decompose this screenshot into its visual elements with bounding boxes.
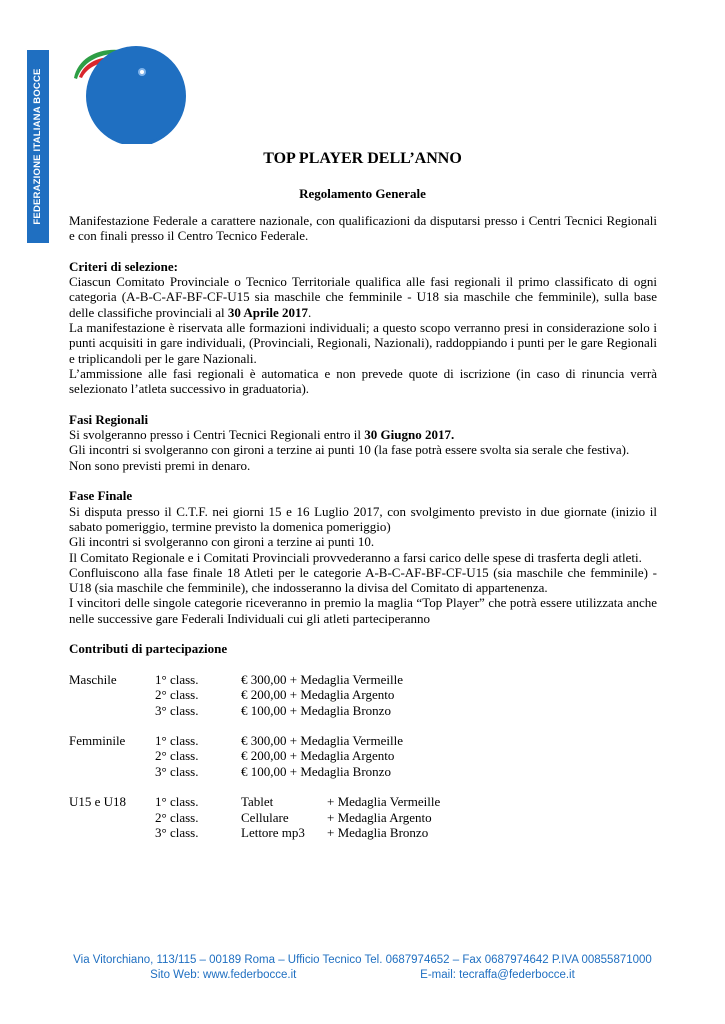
item-cell: Cellulare: [241, 809, 289, 825]
table-row: [69, 825, 440, 840]
category-label: Femminile: [69, 733, 126, 749]
table-row: [69, 687, 403, 702]
fase-finale-paragraph-2: Gli incontri si svolgeranno con gironi a terzine ai punti 10.: [69, 534, 375, 550]
class-cell: 3° class.: [155, 763, 199, 779]
fasi-regionali-paragraph-2: Gli incontri si svolgeranno con gironi a terzine ai punti 10 (la fase potrà essere svolta sia serale che festiva).: [69, 442, 630, 458]
federation-sidebar-banner: [27, 50, 49, 243]
fase-finale-paragraph-5: I vincitori delle singole categorie riceveranno in premio la maglia “Top Player” che potrà essere utilizzata anche nelle successive gare Federali Individuali cui gli atleti parteciperanno: [69, 595, 657, 626]
medal-cell: + Medaglia Argento: [327, 809, 432, 825]
prize-cell: € 100,00 + Medaglia Bronzo: [241, 702, 391, 718]
document-body: [69, 213, 657, 840]
prize-table-femminile: [69, 733, 403, 779]
footer-address: Via Vitorchiano, 113/115 – 00189 Roma – Ufficio Tecnico Tel. 0687974652 – Fax 0687974642 P.IVA 00855871000: [73, 954, 652, 966]
class-cell: 2° class.: [155, 687, 199, 703]
criteri-paragraph-2: La manifestazione è riservata alle formazioni individuali; a questo scopo verranno presi in considerazione solo i punti acquisiti in gare individuali, (Provinciali, Regionali, Nazionali), raddoppiando i punti per le gare Regionali e triplicandoli per le gare Nazionali.: [69, 320, 657, 366]
item-cell: Tablet: [241, 794, 274, 810]
prize-cell: € 100,00 + Medaglia Bronzo: [241, 763, 391, 779]
fasi-regionali-paragraph-3: Non sono previsti premi in denaro.: [69, 457, 251, 473]
prize-cell: € 200,00 + Medaglia Argento: [241, 687, 395, 703]
fase-finale-paragraph-1: Si disputa presso il C.T.F. nei giorni 15 e 16 Luglio 2017, con svolgimento previsto in due giornate (inizio il sabato pomeriggio, termine previsto la domenica pomeriggio): [69, 503, 657, 534]
table-row: [69, 764, 403, 779]
page-subtitle: Regolamento Generale: [299, 186, 426, 201]
page-footer: [0, 953, 725, 983]
intro-paragraph: Manifestazione Federale a carattere nazionale, con qualificazioni da disputarsi presso i Centri Tecnici Regionali e con finali presso il Centro Tecnico Federale.: [69, 213, 657, 244]
table-row: [69, 703, 403, 718]
criteri-paragraph-1: Ciascun Comitato Provinciale o Tecnico Territoriale qualifica alle fasi regionali il primo classificato di ogni categoria (A-B-C-AF-BF-CF-U15 sia maschile che femminile - U18 sia maschile che femminile), sulla base delle classifiche provinciali al 30 Aprile 2017.: [69, 274, 657, 320]
class-cell: 2° class.: [155, 809, 199, 825]
table-row: [69, 810, 440, 825]
table-row: [69, 748, 403, 763]
class-cell: 3° class.: [155, 824, 199, 840]
footer-contacts: [0, 968, 725, 983]
medal-cell: + Medaglia Vermeille: [327, 794, 441, 810]
federation-logo-icon: [68, 44, 188, 144]
table-row: [69, 794, 440, 809]
class-cell: 1° class.: [155, 733, 199, 749]
table-row: [69, 733, 403, 748]
class-cell: 2° class.: [155, 748, 199, 764]
federation-name: FEDERAZIONE ITALIANA BOCCE: [32, 68, 43, 225]
fase-finale-paragraph-4: Confluiscono alla fase finale 18 Atleti per le categorie A-B-C-AF-BF-CF-U15 (sia maschile che femminile) - U18 (sia maschile che femminile), che indosseranno la divisa del Comitato di appartenenza.: [69, 564, 657, 596]
table-row: [69, 672, 403, 687]
footer-website-link[interactable]: Sito Web: www.federbocce.it: [150, 969, 297, 981]
prize-cell: € 200,00 + Medaglia Argento: [241, 748, 395, 764]
fasi-regionali-heading: Fasi Regionali: [69, 411, 149, 427]
medal-cell: + Medaglia Bronzo: [327, 824, 429, 840]
prize-table-u15-u18: [69, 794, 440, 840]
class-cell: 3° class.: [155, 702, 199, 718]
prize-table-maschile: [69, 672, 403, 718]
prize-cell: € 300,00 + Medaglia Vermeille: [241, 733, 403, 749]
class-cell: 1° class.: [155, 794, 199, 810]
page-title: TOP PLAYER DELL’ANNO: [263, 150, 462, 167]
fase-finale-heading: Fase Finale: [69, 488, 133, 504]
footer-email-link[interactable]: E-mail: tecraffa@federbocce.it: [420, 969, 575, 981]
fase-finale-paragraph-3: Il Comitato Regionale e i Comitati Provinciali provvederanno a farsi carico delle spese di trasferta degli atleti.: [69, 549, 642, 565]
category-label: Maschile: [69, 671, 117, 687]
category-label: U15 e U18: [69, 794, 127, 810]
class-cell: 1° class.: [155, 671, 199, 687]
criteri-paragraph-3: L’ammissione alle fasi regionali è automatica e non prevede quote di iscrizione (in caso di rinuncia verrà selezionato l’atleta successivo in graduatoria).: [69, 365, 657, 397]
contributi-heading: Contributi di partecipazione: [69, 641, 228, 657]
criteri-heading: Criteri di selezione:: [69, 258, 179, 274]
item-cell: Lettore mp3: [241, 824, 305, 840]
fasi-regionali-paragraph-1: Si svolgeranno presso i Centri Tecnici Regionali entro il 30 Giugno 2017.: [69, 427, 455, 443]
prize-cell: € 300,00 + Medaglia Vermeille: [241, 671, 403, 687]
